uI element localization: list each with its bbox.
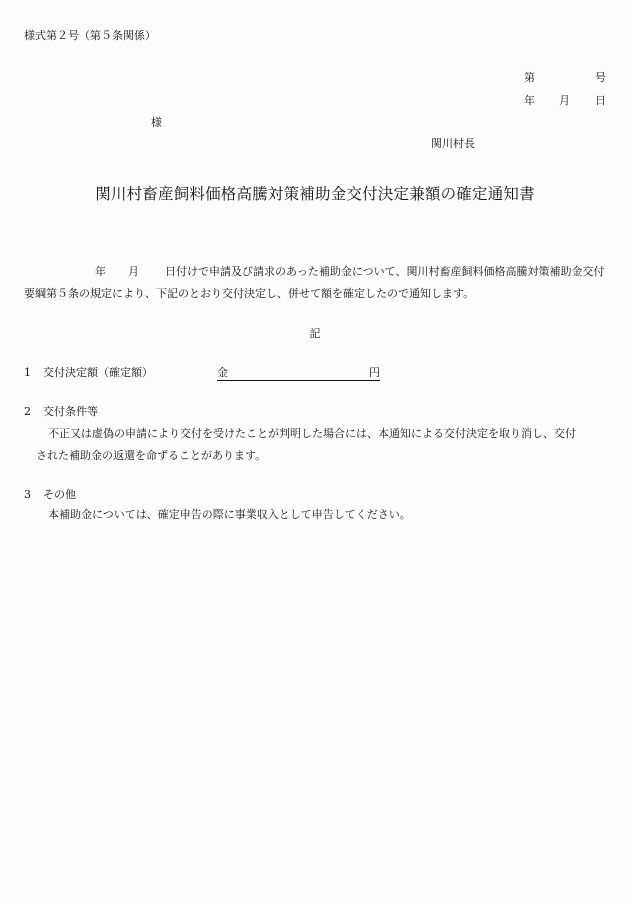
body-text: 日付けで申請及び請求のあった補助金について、関川村畜産飼料価格高騰対策補助金交付要綱第５条の規定により、下記のとおり交付決定し、併せて額を確定したので通知します。 xyxy=(24,265,605,300)
issuer-name: 関川村長 xyxy=(431,137,475,150)
date-year-label: 年 xyxy=(524,94,535,107)
date-month-label: 月 xyxy=(559,94,570,107)
amount-suffix: 円 xyxy=(369,366,380,379)
amount-field[interactable] xyxy=(217,366,380,381)
doc-number-label: 第 xyxy=(524,71,535,84)
doc-number-suffix: 号 xyxy=(595,71,606,84)
ki-heading: 記 xyxy=(309,327,321,340)
body-month-label: 月 xyxy=(128,265,139,278)
amount-prefix: 金 xyxy=(217,366,228,379)
item-1-label: 交付決定額（確定額） xyxy=(43,366,153,379)
body-year-label: 年 xyxy=(95,265,106,278)
document-title: 関川村畜産飼料価格高騰対策補助金交付決定兼額の確定通知書 xyxy=(95,185,535,203)
item-3-text: 本補助金については、確定申告の際に事業収入として申告してください。 xyxy=(48,508,411,521)
item-2-label: 交付条件等 xyxy=(43,405,98,418)
form-number: 様式第２号（第５条関係） xyxy=(24,29,156,42)
date-day-label: 日 xyxy=(595,94,606,107)
item-2-text xyxy=(24,423,610,467)
addressee-suffix: 様 xyxy=(151,116,162,129)
body-paragraph xyxy=(24,261,610,305)
item-3-number: 3 xyxy=(24,488,31,501)
item-2-number: 2 xyxy=(24,405,31,418)
item-2-text-line2: された補助金の返還を命ずることがあります。 xyxy=(36,449,267,462)
item-3-label: その他 xyxy=(43,488,76,501)
item-2-text-line1: 不正又は虚偽の申請により交付を受けたことが判明した場合には、本通知による交付決定を取り消し、交付 xyxy=(48,427,576,440)
item-1-number: 1 xyxy=(24,366,31,379)
